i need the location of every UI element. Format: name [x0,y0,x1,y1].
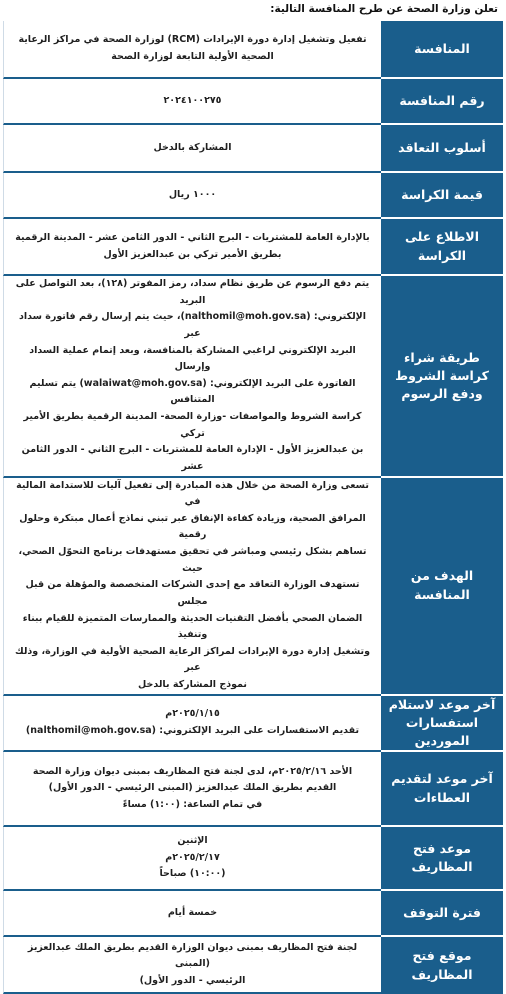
row-label: الهدف من المنافسة [381,478,503,696]
value-line: الأحد ٢٠٢٥/٢/١٦م، لدى لجنة فتح المظاريف بمبنى ديوان وزارة الصحة [32,765,353,777]
row-value [3,827,381,891]
value-line: تستهدف الوزارة التعاقد مع إحدى الشركات المتخصصة والمؤهلة من قبل مجلس [25,579,360,607]
booklet-review-row [3,219,503,276]
value-line: الفاتورة على البريد الإلكتروني: (walaiwat@moh.gov.sa) يتم تسليم المتنافس [29,377,356,406]
value-line: الرئيسي - الدور الأول) [139,974,246,986]
value-line: الضمان الصحي بأفضل التقنيات الحديثة والممارسات المتميزة للقيام ببناء وتنفيذ [22,612,363,641]
value-line: بطريق الأمير تركي بن عبدالعزيز الأول [103,248,282,260]
intro-heading: تعلن وزارة الصحة عن طرح المنافسة التالية: [270,3,498,15]
row-value [3,79,381,125]
value-line: تساهم بشكل رئيسي ومباشر في تحقيق مستهدفات برنامج التحوّل الصحي، حيث [18,546,367,574]
bids-deadline-row [3,752,503,827]
tender-details-table [3,21,503,994]
row-label: موعد فتح المظاريف [381,827,503,891]
row-value [3,937,381,994]
row-label: أسلوب التعاقد [381,125,503,173]
row-value [3,752,381,827]
row-value [3,21,381,79]
value-line: بالإدارة العامة للمشتريات - البرج الثاني - الدور الثامن عشر - المدينة الرقمية [15,231,370,243]
row-value [3,276,381,478]
value-line: المرافق الصحية، وزيادة كفاءة الإنفاق عبر تبني نماذج أعمال مبتكرة وحلول رقمية [19,512,366,541]
row-value [3,125,381,173]
competition-number-row [3,79,503,125]
value-line: الإلكتروني: (nalthomil@moh.gov.sa)، حيث يتم إرسال رقم فاتورة سداد عبر [19,311,366,339]
envelope-opening-location-row [3,937,503,994]
competition-row [3,21,503,79]
value-line: ١٠٠٠ ريال [168,188,217,200]
value-line: في تمام الساعة: (١:٠٠) مساءً [122,798,263,810]
row-label: فترة التوقف [381,891,503,937]
row-value [3,173,381,219]
value-line: البريد الإلكتروني لراغبي المشاركة بالمنافسة، وبعد إتمام عملية السداد وإرسال [29,344,356,373]
value-line: تسعى وزارة الصحة من خلال هذه المبادرة إلى تفعيل آليات للاستدامة المالية في [16,479,369,508]
value-line: (١٠:٠٠) صباحاً [159,868,226,880]
standstill-period-row [3,891,503,937]
row-label: رقم المنافسة [381,79,503,125]
inquiries-deadline-row [3,696,503,752]
row-label: الاطلاع على الكراسة [381,219,503,276]
value-line: ٢٠٢٤١٠٠٢٧٥ [163,94,222,106]
row-label: آخر موعد لتقديم العطاءات [381,752,503,827]
row-label: طريقة شراء كراسة الشروط ودفع الرسوم [381,276,503,478]
row-value [3,696,381,752]
value-line: الصحية الأولية التابعة لوزارة الصحة [111,51,274,62]
row-label: قيمة الكراسة [381,173,503,219]
row-value [3,219,381,276]
row-label: آخر موعد لاستلام استفسارات الموردين [381,696,503,752]
row-value [3,891,381,937]
row-label: موقع فتح المظاريف [381,937,503,994]
value-line: كراسة الشروط والمواصفات -وزارة الصحة- المدينة الرقمية بطريق الأمير تركي [23,411,362,439]
value-line: وتشغيل إدارة دورة الإيرادات لمراكز الرعاية الصحية الأولية في الوزارة، وذلك عبر [15,645,370,674]
value-line: بن عبدالعزيز الأول - الإدارة العامة للمشتريات - البرج الثاني - الدور الثامن عشر [21,444,364,472]
value-line: تقديم الاستفسارات على البريد الإلكتروني: (nalthomil@moh.gov.sa) [25,724,360,736]
value-line: القديم بطريق الملك عبدالعزيز (المبنى الرئيسي - الدور الأول) [48,782,337,794]
competition-goal-row [3,478,503,696]
purchase-method-row [3,276,503,478]
envelope-opening-date-row [3,827,503,891]
value-line: نموذج المشاركة بالدخل [138,679,247,690]
contract-method-row [3,125,503,173]
booklet-price-row [3,173,503,219]
row-label: المنافسة [381,21,503,79]
row-value [3,478,381,696]
value-line: ٢٠٢٥/٢/١٧م [165,851,220,863]
value-line: يتم دفع الرسوم عن طريق نظام سداد، رمز المفوتر (١٢٨)، بعد التواصل على البريد [15,278,370,306]
value-line: الإثنين [177,835,208,847]
value-line: ٢٠٢٥/١/١٥م [165,708,220,720]
value-line: خمسة أيام [167,906,218,918]
value-line: تفعيل وتشغيل إدارة دورة الإيرادات (RCM) لوزارة الصحة في مراكز الرعاية [18,34,367,46]
value-line: المشاركة بالدخل [153,141,232,153]
value-line: لجنة فتح المظاريف بمبنى ديوان الوزارة القديم بطريق الملك عبدالعزيز (المبنى [27,941,358,970]
